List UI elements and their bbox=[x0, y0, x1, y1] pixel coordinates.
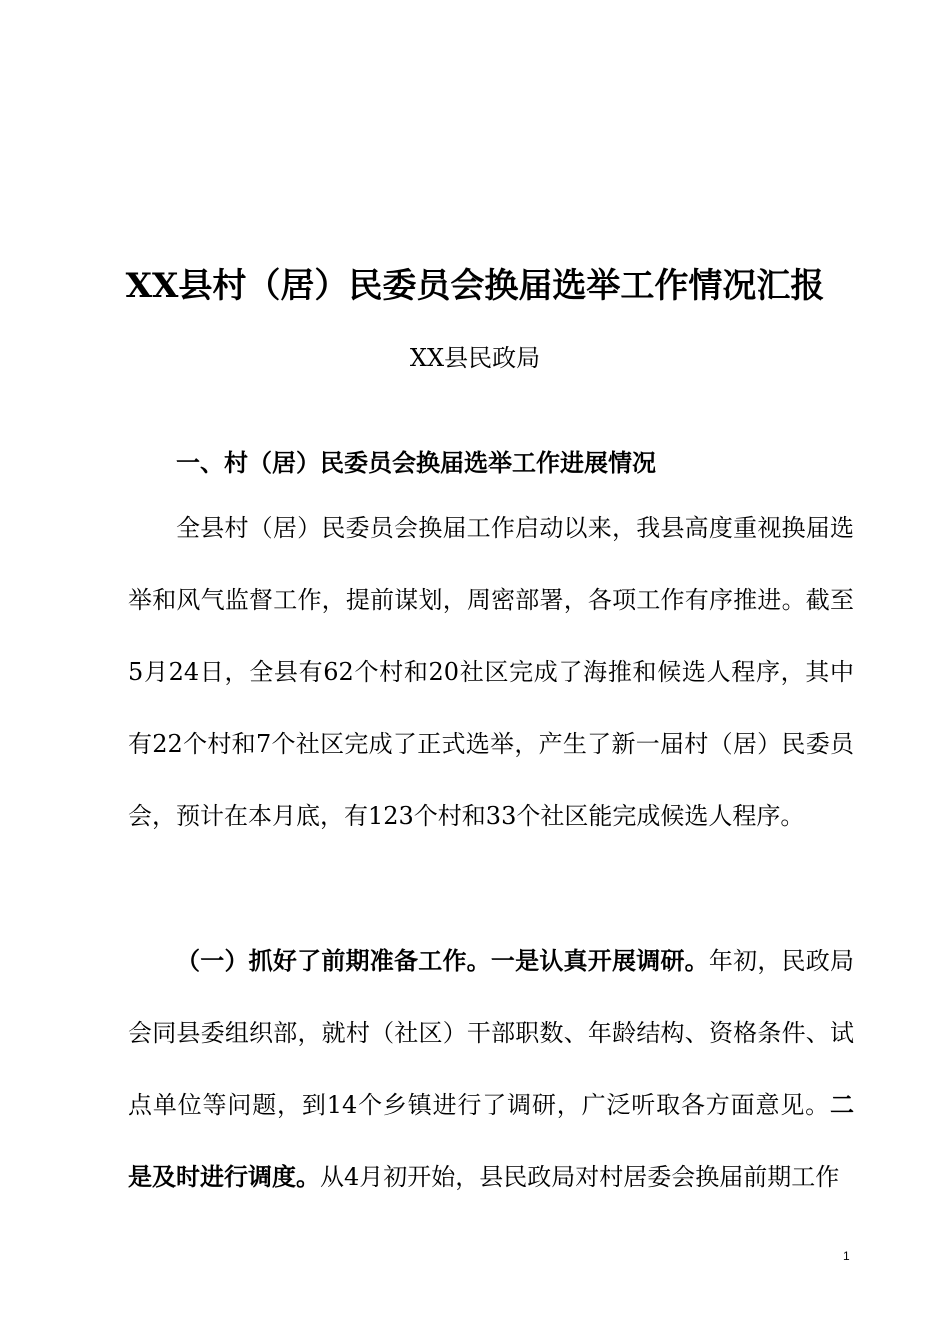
document-title: XX县村（居）民委员会换届选举工作情况汇报 bbox=[125, 266, 825, 306]
document-author: XX县民政局 bbox=[409, 344, 541, 372]
page-number: 1 bbox=[843, 1249, 850, 1263]
paragraph-text: 年初，民政局会同县委组织部，就村（社区）干部职数、年龄结构、资格条件、试点单位等问题，到14个乡镇进行了调研，广泛听取各方面意见。 bbox=[128, 947, 855, 1119]
section-heading: 一、村（居）民委员会换届选举工作进展情况 bbox=[176, 448, 656, 477]
paragraph-progress: 全县村（居）民委员会换届工作启动以来，我县高度重视换届选举和风气监督工作，提前谋划，周密部署，各项工作有序推进。截至5月24日，全县有62个村和20社区完成了海推和候选人程序，其中有22个村和7个社区完成了正式选举，产生了新一届村（居）民委员会，预计在本月底，有123个村和33个社区能完成候选人程序。 bbox=[128, 514, 854, 830]
paragraph-text: 从4月初开始，县民政局对村居委会换届前期工作 bbox=[320, 1163, 840, 1191]
paragraph-preparation bbox=[128, 925, 854, 1213]
paragraph-bold-point: 二是及时进行调度。 bbox=[128, 1090, 854, 1191]
paragraph-lead-bold: （一）抓好了前期准备工作。一是认真开展调研。 bbox=[176, 946, 709, 975]
